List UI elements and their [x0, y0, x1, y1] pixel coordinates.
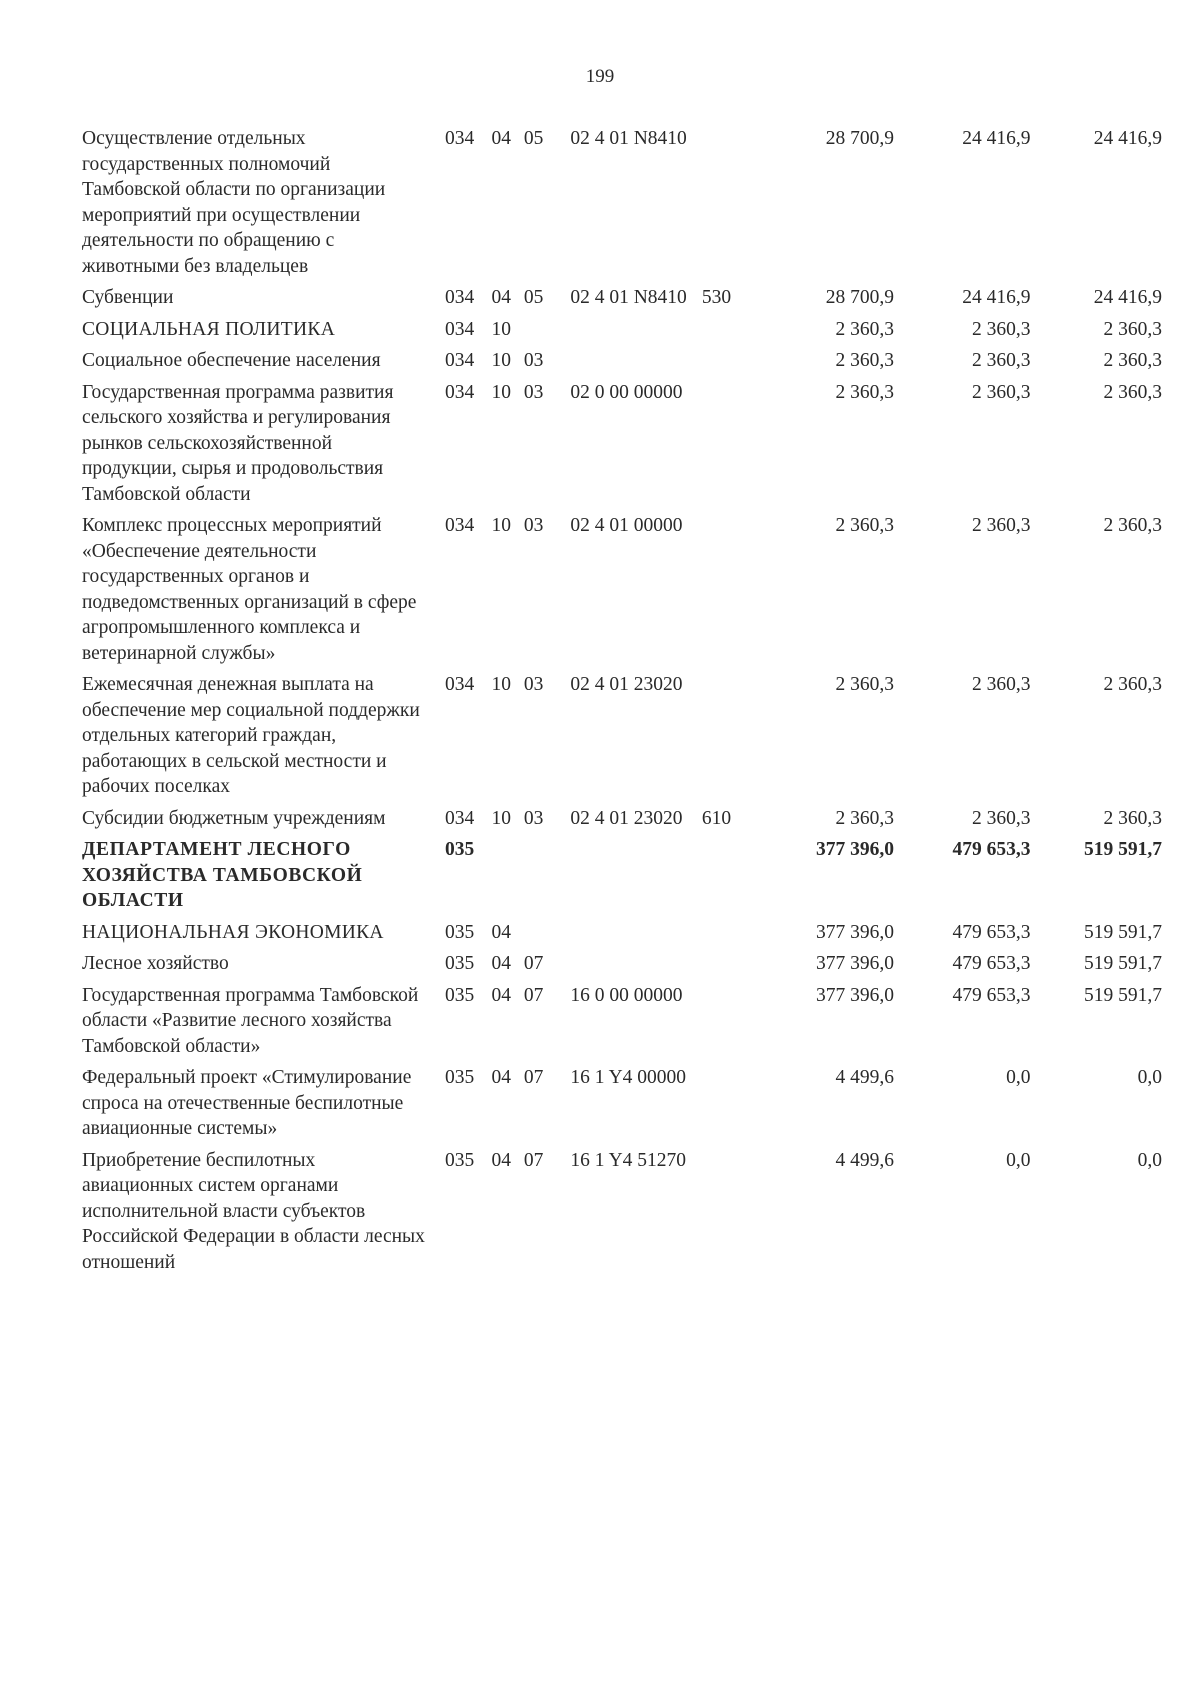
row-ved: 035: [444, 839, 475, 860]
row-amount-2: 479 653,3: [952, 984, 1031, 1006]
row-ved: 035: [444, 953, 475, 974]
row-name: ДЕПАРТАМЕНТ ЛЕСНОГО ХОЗЯЙСТВА ТАМБОВСКОЙ ОБЛАСТИ: [82, 839, 363, 911]
row-amount-3: 2 360,3: [1103, 807, 1162, 829]
row-rz: 10: [491, 381, 512, 403]
table-row: [82, 951, 1162, 983]
row-pr: 07: [523, 1149, 544, 1171]
row-csr: 02 4 01 N8410: [570, 287, 687, 308]
table-row: [82, 983, 1162, 1066]
row-name: Социальное обеспечение населения: [82, 350, 381, 371]
budget-table: [82, 126, 1162, 1281]
row-csr: 02 4 01 N8410: [570, 128, 687, 149]
row-amount-2: 2 360,3: [971, 674, 1031, 695]
row-amount-3: 2 360,3: [1103, 674, 1162, 695]
row-vr: [702, 348, 753, 380]
row-pr: 03: [523, 350, 544, 371]
row-amount-1: 377 396,0: [815, 839, 894, 860]
row-rz: 10: [491, 318, 512, 340]
table-row: [82, 837, 1162, 920]
row-csr: 02 4 01 23020: [570, 674, 683, 695]
row-vr: [702, 983, 753, 1066]
row-amount-2: 479 653,3: [952, 921, 1031, 943]
row-pr: 05: [523, 128, 544, 149]
row-amount-2: 479 653,3: [952, 839, 1031, 860]
row-amount-3: 519 591,7: [1084, 921, 1162, 943]
row-amount-1: 2 360,3: [835, 350, 894, 371]
row-pr: 03: [523, 807, 544, 829]
row-amount-1: 4 499,6: [835, 1067, 894, 1088]
table-row: [82, 1065, 1162, 1148]
row-ved: 034: [444, 515, 475, 536]
row-pr: 07: [523, 984, 544, 1006]
row-pr: 03: [523, 674, 544, 695]
row-ved: 035: [444, 984, 475, 1006]
row-vr: [702, 380, 753, 514]
row-rz: 10: [491, 674, 512, 695]
row-rz: 10: [491, 515, 512, 536]
row-amount-3: 519 591,7: [1084, 953, 1162, 974]
row-name: СОЦИАЛЬНАЯ ПОЛИТИКА: [82, 318, 336, 340]
row-amount-1: 377 396,0: [815, 921, 894, 943]
row-amount-1: 2 360,3: [835, 674, 894, 695]
row-name: Субвенции: [82, 287, 174, 308]
page-number: 199: [585, 66, 615, 87]
row-csr: [564, 920, 702, 952]
row-ved: 034: [444, 287, 475, 308]
row-vr: [702, 317, 753, 349]
row-vr: 610: [701, 807, 732, 829]
row-name: Комплекс процессных мероприятий «Обеспечение деятельности государственных органов и подведомственных организаций в сфере агропромышленного комплекса и ветеринарной службы»: [82, 515, 417, 664]
row-vr: [702, 920, 753, 952]
row-name: Лесное хозяйство: [82, 953, 229, 974]
row-amount-2: 0,0: [1006, 1149, 1031, 1171]
row-name: Приобретение беспилотных авиационных систем органами исполнительной власти субъектов Российской Федерации в области лесных отношений: [82, 1149, 425, 1273]
row-ved: 035: [444, 1149, 475, 1171]
row-amount-1: 2 360,3: [835, 381, 894, 403]
row-ved: 034: [444, 318, 475, 340]
row-amount-2: 24 416,9: [962, 128, 1031, 149]
row-rz: 04: [491, 1067, 512, 1088]
row-name: Ежемесячная денежная выплата на обеспечение мер социальной поддержки отдельных категорий граждан, работающих в сельской местности и рабочих поселках: [82, 674, 420, 797]
row-name: Осуществление отдельных государственных полномочий Тамбовской области по организации мероприятий при осуществлении деятельности по обращению с животными без владельцев: [82, 128, 386, 277]
row-ved: 034: [444, 381, 475, 403]
row-rz: 04: [491, 984, 512, 1006]
row-amount-3: 519 591,7: [1084, 984, 1162, 1006]
row-vr: [702, 513, 753, 672]
row-ved: 034: [444, 128, 475, 149]
row-pr: [524, 920, 564, 952]
table-row: [82, 672, 1162, 806]
row-amount-2: 2 360,3: [971, 350, 1031, 371]
row-amount-2: 2 360,3: [971, 515, 1031, 536]
row-amount-3: 2 360,3: [1103, 350, 1162, 371]
row-rz: 04: [491, 128, 512, 149]
row-amount-3: 519 591,7: [1084, 839, 1162, 860]
row-csr: [564, 837, 702, 920]
row-rz: [492, 837, 524, 920]
row-amount-2: 0,0: [1006, 1067, 1031, 1088]
row-rz: 10: [491, 807, 512, 829]
table-row: [82, 806, 1162, 838]
row-name: НАЦИОНАЛЬНАЯ ЭКОНОМИКА: [82, 921, 384, 943]
row-amount-2: 2 360,3: [971, 807, 1031, 829]
row-pr: 03: [523, 515, 544, 536]
row-rz: 04: [491, 287, 512, 308]
table-row: [82, 920, 1162, 952]
table-row: [82, 317, 1162, 349]
row-vr: [702, 951, 753, 983]
table-row: [82, 285, 1162, 317]
row-rz: 10: [491, 350, 512, 371]
row-name: Федеральный проект «Стимулирование спроса на отечественные беспилотные авиационные системы»: [82, 1067, 412, 1139]
row-amount-1: 28 700,9: [825, 128, 894, 149]
row-rz: 04: [491, 921, 512, 943]
row-amount-1: 377 396,0: [815, 953, 894, 974]
row-amount-1: 2 360,3: [835, 807, 894, 829]
row-ved: 034: [444, 674, 475, 695]
row-pr: 05: [523, 287, 544, 308]
row-csr: 02 4 01 23020: [570, 807, 683, 829]
row-amount-3: 2 360,3: [1103, 318, 1162, 340]
row-name: Государственная программа развития сельского хозяйства и регулирования рынков сельскохозяйственной продукции, сырья и продовольствия Тамбовской области: [82, 381, 394, 505]
row-amount-1: 377 396,0: [815, 984, 894, 1006]
table-row: [82, 126, 1162, 285]
row-amount-3: 2 360,3: [1103, 381, 1162, 403]
row-pr: [524, 317, 564, 349]
row-amount-3: 2 360,3: [1103, 515, 1162, 536]
table-row: [82, 380, 1162, 514]
row-vr: [702, 126, 753, 285]
row-amount-1: 4 499,6: [835, 1149, 894, 1171]
row-amount-3: 0,0: [1137, 1067, 1162, 1088]
row-csr: [564, 348, 702, 380]
row-csr: [564, 317, 702, 349]
row-amount-2: 479 653,3: [952, 953, 1031, 974]
row-vr: [702, 672, 753, 806]
row-amount-3: 0,0: [1137, 1149, 1162, 1171]
row-amount-3: 24 416,9: [1093, 287, 1162, 308]
row-csr: 16 1 Y4 00000: [570, 1067, 687, 1088]
row-name: Субсидии бюджетным учреждениям: [82, 807, 386, 829]
row-vr: 530: [701, 287, 732, 308]
row-csr: 16 1 Y4 51270: [570, 1149, 687, 1171]
row-name: Государственная программа Тамбовской области «Развитие лесного хозяйства Тамбовской области»: [82, 984, 419, 1057]
table-row: [82, 348, 1162, 380]
row-ved: 034: [444, 350, 475, 371]
row-pr: 07: [523, 953, 544, 974]
row-ved: 035: [444, 921, 475, 943]
table-row: [82, 1148, 1162, 1282]
row-csr: [564, 951, 702, 983]
row-amount-2: 2 360,3: [971, 381, 1031, 403]
row-pr: [524, 837, 564, 920]
row-csr: 02 0 00 00000: [570, 381, 683, 403]
table-row: [82, 513, 1162, 672]
row-amount-1: 28 700,9: [825, 287, 894, 308]
row-vr: [702, 1065, 753, 1148]
row-pr: 07: [523, 1067, 544, 1088]
row-vr: [702, 1148, 753, 1282]
row-amount-3: 24 416,9: [1093, 128, 1162, 149]
row-amount-2: 24 416,9: [962, 287, 1031, 308]
row-csr: 02 4 01 00000: [570, 515, 683, 536]
row-rz: 04: [491, 953, 512, 974]
row-ved: 034: [444, 807, 475, 829]
row-amount-1: 2 360,3: [835, 515, 894, 536]
row-ved: 035: [444, 1067, 475, 1088]
row-pr: 03: [523, 381, 544, 403]
row-rz: 04: [491, 1149, 512, 1171]
row-amount-1: 2 360,3: [835, 318, 894, 340]
row-vr: [702, 837, 753, 920]
row-csr: 16 0 00 00000: [570, 984, 683, 1006]
row-amount-2: 2 360,3: [971, 318, 1031, 340]
